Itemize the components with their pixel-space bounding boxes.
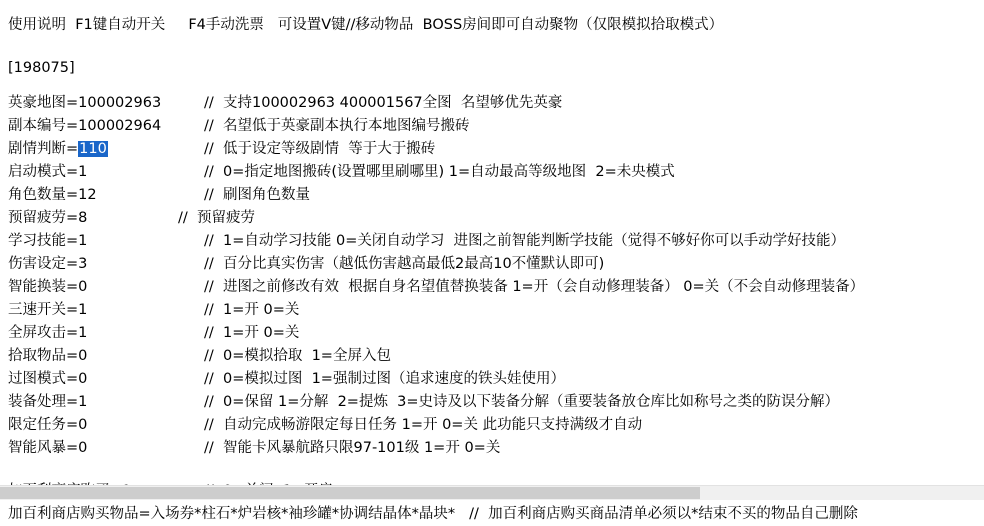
config-comment: // 自动完成畅游限定每日任务 1=开 0=关 此功能只支持满级才自动	[204, 417, 643, 433]
config-row[interactable]	[8, 503, 984, 526]
spacer-1	[8, 37, 984, 57]
config-comment: // 加百利商店购买商品清单必须以*结束不买的物品自己删除	[469, 506, 858, 522]
config-row[interactable]	[8, 92, 984, 115]
config-row[interactable]	[8, 414, 984, 437]
config-comment: // 0=模拟拾取 1=全屏入包	[204, 348, 391, 364]
config-key: 装备处理=1	[8, 394, 88, 410]
config-comment: // 1=开 0=关	[204, 325, 300, 341]
config-row[interactable]	[8, 115, 984, 138]
spacer-3	[8, 460, 984, 480]
config-row[interactable]	[8, 276, 984, 299]
config-key: 智能风暴=0	[8, 440, 88, 456]
config-row[interactable]	[8, 322, 984, 345]
config-row[interactable]	[8, 368, 984, 391]
config-key: 伤害设定=3	[8, 256, 88, 272]
config-comment: // 0=指定地图搬砖(设置哪里刷哪里) 1=自动最高等级地图 2=未央模式	[204, 164, 675, 180]
config-key: 英豪地图=100002963	[8, 95, 162, 111]
config-key-with-selection	[8, 138, 204, 161]
config-comment: // 0=保留 1=分解 2=提炼 3=史诗及以下装备分解（重要装备放仓库比如称号之类的防误分解）	[204, 394, 840, 410]
config-row[interactable]	[8, 391, 984, 414]
config-row[interactable]	[8, 437, 984, 460]
config-key: 学习技能=1	[8, 233, 88, 249]
config-key: 过图模式=0	[8, 371, 88, 387]
config-row[interactable]	[8, 299, 984, 322]
usage-instructions-line: 使用说明 F1键自动开关 F4手动洗票 可设置V键//移动物品 BOSS房间即可自动聚物（仅限模拟拾取模式）	[8, 17, 724, 33]
config-key: 全屏攻击=1	[8, 325, 88, 341]
config-comment: // 1=自动学习技能 0=关闭自动学习 进图之前智能判断学技能（觉得不够好你可以手动学好技能）	[204, 233, 846, 249]
config-key: 加百利商店购买物品=入场券*柱石*炉岩核*袖珍罐*协调结晶体*晶块*	[8, 506, 456, 522]
spacer-2	[8, 80, 984, 92]
config-key: 启动模式=1	[8, 164, 88, 180]
config-key: 智能换装=0	[8, 279, 88, 295]
selected-value[interactable]: 110	[79, 141, 107, 157]
config-id-line: [198075]	[8, 60, 75, 76]
config-key: 限定任务=0	[8, 417, 88, 433]
config-row[interactable]	[8, 184, 984, 207]
config-key: 三速开关=1	[8, 302, 88, 318]
config-comment: // 刷图角色数量	[204, 187, 310, 203]
config-comment: // 百分比真实伤害（越低伤害越高最低2最高10不懂默认即可)	[204, 256, 605, 272]
config-key: 角色数量=12	[8, 187, 97, 203]
config-comment: // 低于设定等级剧情 等于大于搬砖	[204, 141, 436, 157]
config-row-selected[interactable]	[8, 138, 984, 161]
config-key: 预留疲劳=8	[8, 210, 88, 226]
config-comment: // 预留疲劳	[178, 210, 255, 226]
config-comment: // 1=开 0=关	[204, 302, 300, 318]
config-comment: // 0=模拟过图 1=强制过图（追求速度的铁头娃使用）	[204, 371, 565, 387]
horizontal-scrollbar-thumb[interactable]	[0, 487, 700, 499]
config-comment: // 名望低于英豪副本执行本地图编号搬砖	[204, 118, 470, 134]
config-row[interactable]	[8, 253, 984, 276]
config-row[interactable]	[8, 345, 984, 368]
config-row[interactable]	[8, 161, 984, 184]
config-row[interactable]	[8, 207, 984, 230]
config-comment: // 智能卡风暴航路只限97-101级 1=开 0=关	[204, 440, 501, 456]
config-comment: // 支持100002963 400001567全图 名望够优先英豪	[204, 95, 563, 111]
horizontal-scrollbar[interactable]	[0, 485, 984, 500]
config-key: 拾取物品=0	[8, 348, 88, 364]
config-comment: // 进图之前修改有效 根据自身名望值替换装备 1=开（会自动修理装备） 0=关（不会自动修理装备）	[204, 279, 865, 295]
config-key: 副本编号=100002964	[8, 118, 162, 134]
config-key: 剧情判断=	[8, 141, 79, 157]
config-row[interactable]	[8, 230, 984, 253]
